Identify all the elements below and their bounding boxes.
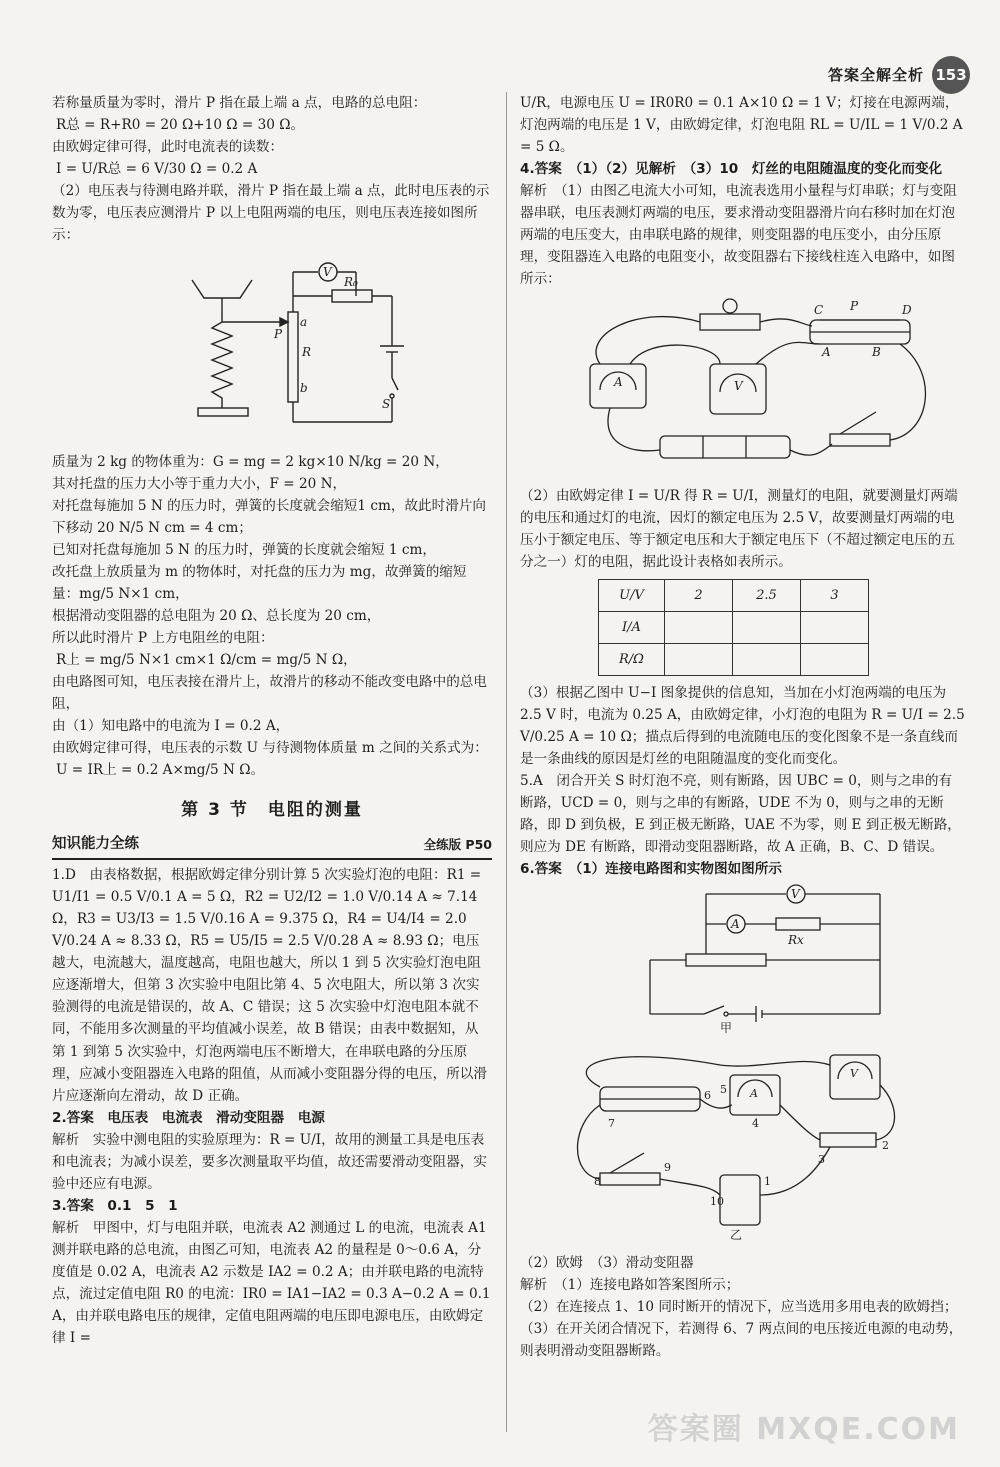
svg-text:3: 3 [818,1153,825,1167]
circuit-figure-scale [52,250,492,447]
svg-text:b: b [300,381,308,396]
question-3-analysis: 解析 甲图中，灯与电阻并联，电流表 A2 测通过 L 的电流，电流表 A1 测并联电路的总电流，由图乙可知，电流表 A2 的量程是 0～0.6 A，分度值是 0.02 A，电流表 A2 示数是 IA2 = 0.2 A；由并联电路的电流特点，流过定值电阻 R0 的电流：IR0 = IA1−IA2 = 0.3 A−0.2 A = 0.1 A，由并联电路电压的规律，定值电阻两端的电压即电源电压，由欧姆定律 I = [52,1219,491,1346]
question-3-answer: 3.答案 0.1 5 1 [52,1197,178,1214]
svg-text:V: V [323,265,332,280]
table-cell [665,612,733,644]
paragraph: 已知对托盘每施加 5 N 的压力时，弹簧的长度就会缩短 1 cm， [52,542,436,559]
right-column [520,92,965,1362]
paragraph: 解析 （1）连接电路如答案图所示； [520,1277,740,1294]
paragraph: （3）根据乙图中 U−I 图象提供的信息知，当加在小灯泡两端的电压为 2.5 V 时，电流为 0.25 A，由欧姆定律，小灯泡的电阻为 R = U/I = 2.5 V/0.25 A = 10 Ω；描点后得到的电流随电压的变化图象不是一条直线而是一条曲线的原因是灯丝的电阻随温度的变化而变化。 [520,685,965,768]
header-title: 答案全解全析 [827,65,924,84]
scale-circuit-diagram [52,250,492,440]
physical-circuit-figure-q4 [520,294,965,481]
formula: I = U/R总 = 6 V/30 Ω = 0.2 A [56,161,258,178]
table-cell: 2.5 [733,580,801,612]
svg-text:Rx: Rx [788,933,804,948]
paragraph: 对托盘每施加 5 N 的压力时，弹簧的长度就会缩短1 cm，故此时滑片向下移动 20 N/5 N cm = 4 cm； [52,498,487,537]
question-4-analysis: 解析 （1）由图乙电流大小可知，电流表选用小量程与灯串联；灯与变阻器串联，电压表测灯两端的电压，要求滑动变阻器滑片向右移时加在灯泡两端的电压变大，由串联电路的规律，则变阻器的电压变小，由分压原理，变阻器连入电路的电阻变小，故变阻器右下接线柱连入电路中，如图所示： [520,183,957,288]
svg-text:C: C [814,303,824,318]
table-cell [801,612,869,644]
band-title: 知识能力全练 [52,835,139,852]
data-table [598,579,869,676]
svg-text:4: 4 [752,1117,759,1131]
circuit-figure-jia [520,884,965,1041]
figure-label-jia: 甲 [720,1021,733,1035]
svg-text:2: 2 [882,1139,889,1153]
paragraph: 改托盘上放质量为 m 的物体时，对托盘的压力为 mg，故弹簧的缩短量：mg/5 N×1 cm， [52,564,467,603]
question-4-answer: 4.答案 （1）（2）见解析 （3）10 灯丝的电阻随温度的变化而变化 [520,161,943,178]
svg-text:A: A [731,917,740,932]
paragraph: （2）在连接点 1、10 同时断开的情况下，应当选用多用电表的欧姆挡； [520,1299,958,1316]
table-header-cell: U/V [599,580,665,612]
column-divider [506,92,507,1432]
paragraph: （2）欧姆 （3）滑动变阻器 [520,1255,694,1272]
table-cell [733,612,801,644]
paragraph: 由（1）知电路中的电流为 I = 0.2 A， [52,718,290,735]
svg-text:R: R [302,345,312,360]
figure-label-yi: 乙 [730,1228,743,1242]
paragraph: 其对托盘的压力大小等于重力大小，F = 20 N， [52,476,347,493]
question-5: 5.A 闭合开关 S 时灯泡不亮，则有断路，因 UBC = 0，则与之串的有断路，UCD = 0，则与之串的有断路，UDE 不为 0，则与之串的无断路，即 D 到负极，E 到正极无断路，UAE 不为零，则 E 到正极无断路，则应为 DE 有断路，即滑动变阻器断路，故 A 正确，B、C、D 错误。 [520,773,961,856]
section-title: 第 3 节 电阻的测量 [181,800,363,821]
schematic-diagram-jia [520,884,960,1034]
question-2-answer: 2.答案 电压表 电流表 滑动变阻器 电源 [52,1109,325,1126]
svg-text:A: A [822,345,831,360]
svg-text:S: S [382,397,391,412]
svg-text:6: 6 [704,1089,711,1103]
svg-text:8: 8 [594,1175,601,1189]
svg-text:D: D [902,303,912,318]
svg-text:9: 9 [664,1161,671,1175]
physical-circuit-diagram-yi [520,1045,960,1241]
svg-text:7: 7 [608,1117,615,1131]
table-row [599,644,869,676]
paragraph: （2）电压表与待测电路并联，滑片 P 指在最上端 a 点，此时电压表的示数为零，电压表应测滑片 P 以上电阻两端的电压，则电压表连接如图所示： [52,183,490,244]
formula: R总 = R+R0 = 20 Ω+10 Ω = 30 Ω。 [56,117,305,134]
band-reference: 全练版 P50 [423,836,492,852]
paragraph: 所以此时滑片 P 上方电阻丝的电阻： [52,630,274,647]
table-cell [801,644,869,676]
question-2-analysis: 解析 实验中测电阻的实验原理为：R = U/I，故用的测量工具是电压表和电流表；为减小误差，要多次测量取平均值，故还需要滑动变阻器，实验中还应有电源。 [52,1131,487,1192]
formula: U = IR上 = 0.2 A×mg/5 N Ω。 [56,762,265,779]
table-header-cell: R/Ω [599,644,665,676]
svg-text:P: P [850,299,859,314]
svg-text:V: V [850,1067,858,1081]
paragraph: （3）在开关闭合情况下，若测得 6、7 两点间的电压接近电源的电动势，则表明滑动变阻器断路。 [520,1321,963,1360]
paragraph: 质量为 2 kg 的物体重为：G = mg = 2 kg×10 N/kg = 20 N， [52,454,449,471]
paragraph: 由电路图可知，电压表接在滑片上，故滑片的移动不能改变电路中的总电阻， [52,674,487,713]
table-cell: 3 [801,580,869,612]
paragraph: U/R，电源电压 U = IR0R0 = 0.1 A×10 Ω = 1 V；灯接在电源两端，灯泡两端的电压是 1 V，由欧姆定律，灯泡电阻 RL = U/IL = 1 V/0.2 A = 5 Ω。 [520,95,963,156]
formula: R上 = mg/5 N×1 cm×1 Ω/cm = mg/5 N Ω， [56,652,357,669]
table-row [599,612,869,644]
question-6-answer: 6.答案 （1）连接电路图和实物图如图所示 [520,861,782,878]
table-row [599,580,869,612]
question-1: 1.D 由表格数据，根据欧姆定律分别计算 5 次实验灯泡的电阻：R1 = U1/I1 = 0.5 V/0.1 A = 5 Ω，R2 = U2/I2 = 1.0 V/0.14 A ≈ 7.14 Ω，R3 = U3/I3 = 1.5 V/0.16 A = 9.375 Ω，R4 = U4/I4 = 2.0 V/0.24 A ≈ 8.33 Ω，R5 = U5/I5 = 2.5 V/0.28 A ≈ 8.93 Ω；电压越大，电流越大，温度越高，电阻也越大，所以 1 到 5 次实验灯泡电阻应逐渐增大，但第 3 次实验中电阻比第 4、5 次电阻大，所以第 3 次实验测得的电流是错误的，故 A、C 错误；这 5 次实验中灯泡电阻本就不同，不能用多次测量的平均值减小误差，故 B 错误；由表中数据知，从第 1 到第 5 次实验中，灯泡两端电压不断增大，在串联电路的分压原理，应减小变阻器连入电路的阻值，从而减小变阻器分得的电压，所以滑片应逐渐向左滑动，故 D 正确。 [52,867,487,1104]
page-number-badge: 153 [932,56,970,94]
left-column [52,92,492,1349]
svg-text:5: 5 [720,1083,727,1097]
paragraph: 由欧姆定律可得，电压表的示数 U 与待测物体质量 m 之间的关系式为： [52,740,488,757]
table-cell [733,644,801,676]
svg-text:a: a [300,315,308,330]
table-cell: 2 [665,580,733,612]
svg-text:A: A [614,375,623,390]
table-cell [665,644,733,676]
svg-text:V: V [791,887,800,902]
svg-text:B: B [872,345,881,360]
paragraph: （2）由欧姆定律 I = U/R 得 R = U/I，测量灯的电阻，就要测量灯两端的电压和通过灯的电流，因灯的额定电压为 2.5 V，故要测量灯两端的电压小于额定电压、等于额定电压和大于额定电压下（不超过额定电压的五分之一）灯的电阻，据此设计表格如表所示。 [520,488,958,571]
paragraph: 由欧姆定律可得，此时电流表的读数： [52,139,284,156]
svg-text:R₀: R₀ [344,275,358,290]
svg-text:P: P [274,327,283,342]
svg-text:1: 1 [764,1175,771,1189]
paragraph: 若称量质量为零时，滑片 P 指在最上端 a 点，电路的总电阻： [52,95,427,111]
svg-text:10: 10 [710,1195,724,1209]
table-header-cell: I/A [599,612,665,644]
watermark: 答案圈 MXQE.COM [647,1412,960,1448]
physical-circuit-figure-q6 [520,1045,965,1248]
svg-text:V: V [734,379,743,394]
page-header [828,56,970,94]
svg-text:A: A [750,1087,758,1101]
paragraph: 根据滑动变阻器的总电阻为 20 Ω、总长度为 20 cm， [52,608,381,625]
section-band [52,833,492,860]
physical-circuit-diagram [520,294,960,474]
